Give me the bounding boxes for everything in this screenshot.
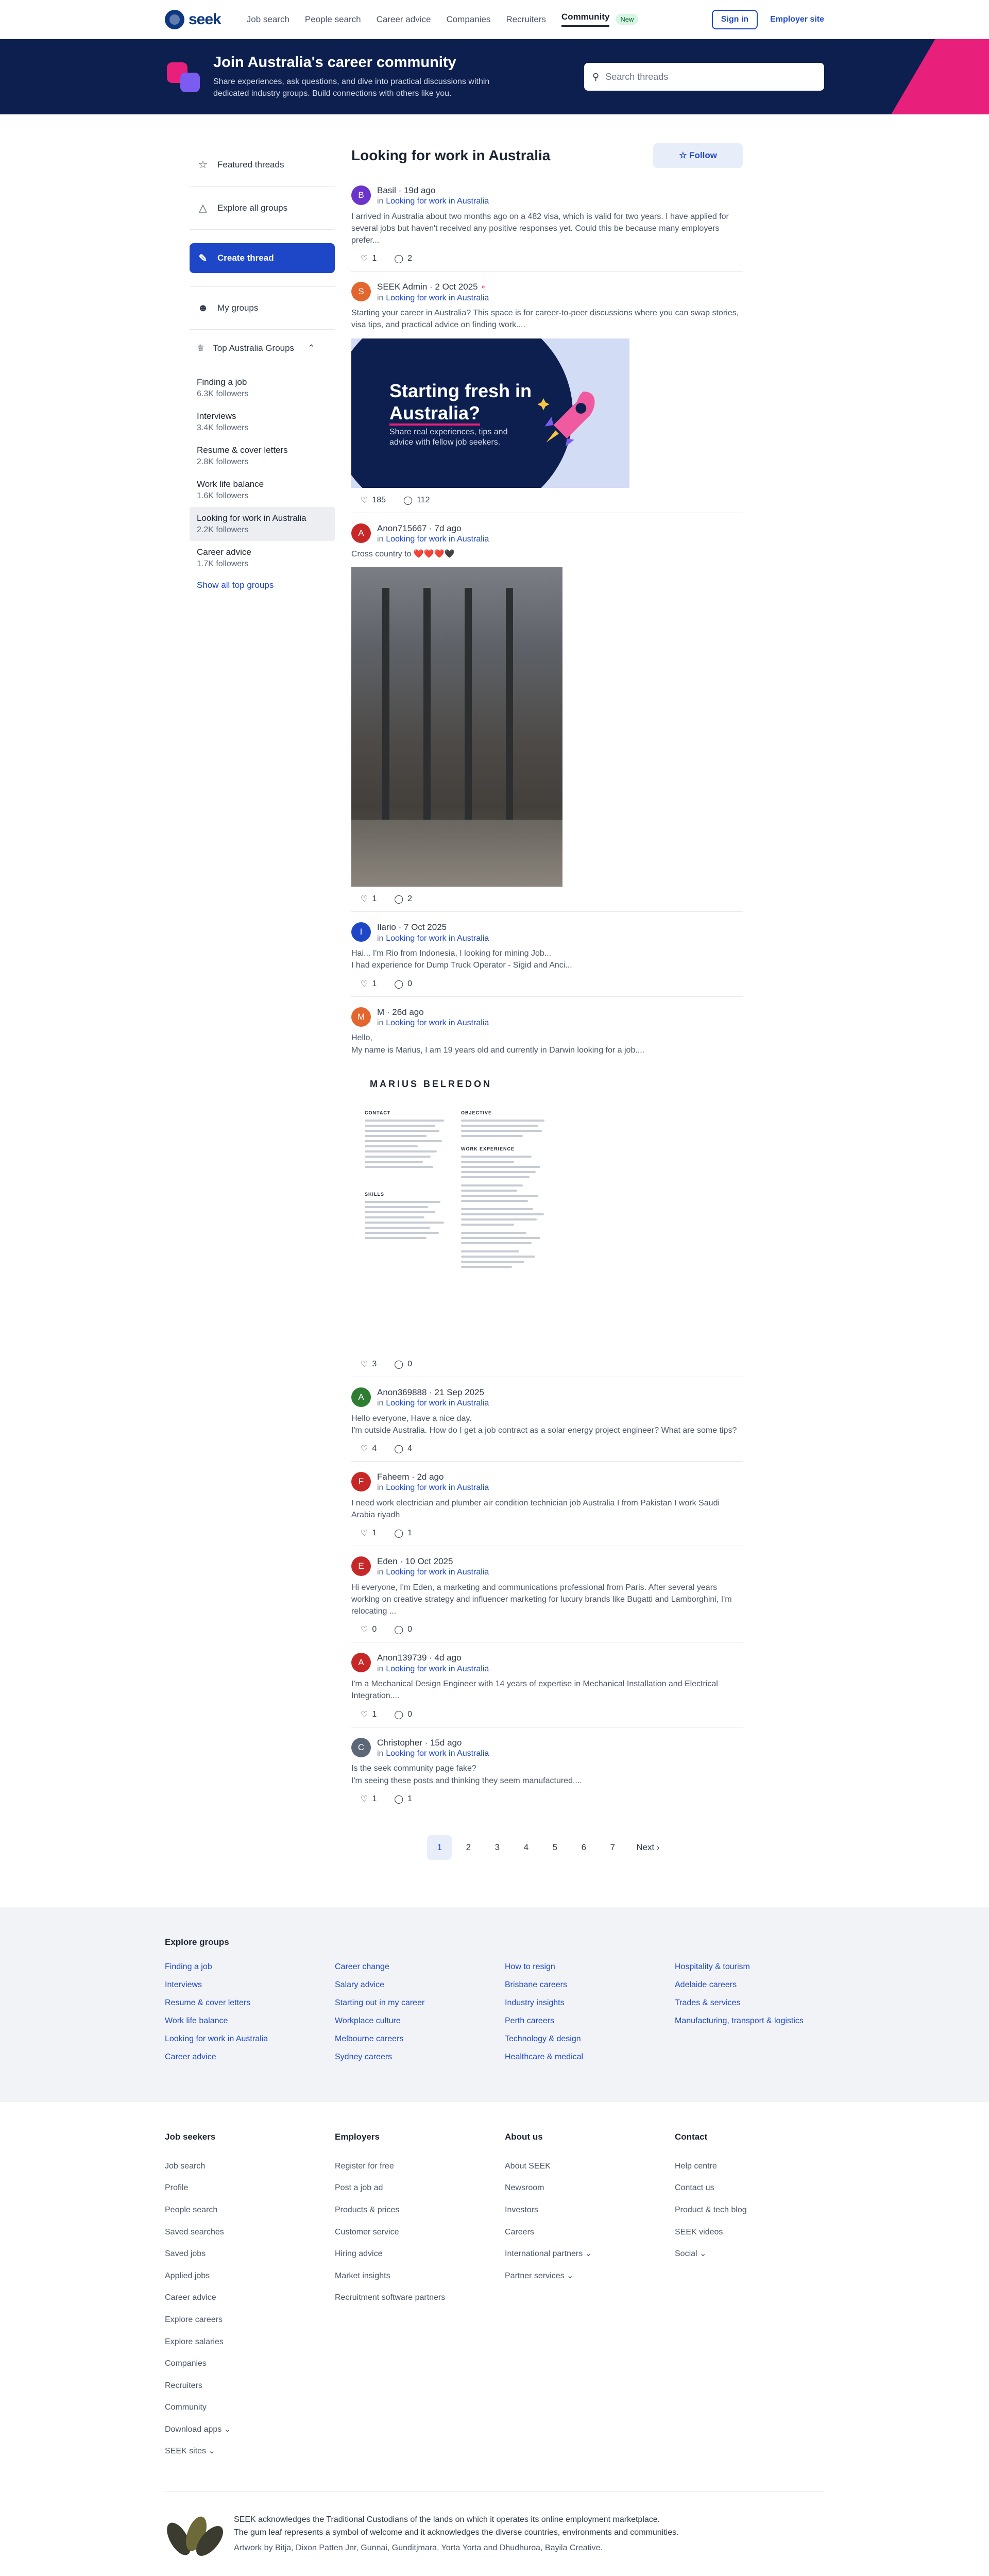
thread-post[interactable] — [351, 523, 743, 912]
post-body: Hai... I'm Rio from Indonesia, I looking for mining Job... — [351, 949, 552, 958]
heart-icon: ♡ — [361, 496, 368, 505]
thread-post[interactable] — [351, 282, 743, 513]
footer-column-title: Job seekers — [165, 2131, 216, 2142]
shapes-icon: △ — [199, 202, 207, 214]
explore-group-link[interactable]: Interviews — [165, 1980, 202, 1989]
explore-group-link[interactable]: Sydney careers — [335, 2052, 393, 2061]
footer-link[interactable]: Recruitment software partners — [335, 2293, 446, 2302]
footer-link[interactable]: SEEK videos — [675, 2227, 723, 2236]
footer-column — [505, 2132, 654, 2463]
group-link-looking-for-work[interactable] — [190, 507, 335, 541]
like-button[interactable] — [361, 1528, 377, 1538]
thread-post[interactable] — [351, 185, 743, 272]
heart-icon: ♡ — [361, 979, 368, 989]
in-label: in — [377, 934, 384, 943]
post-group-link[interactable]: Looking for work in Australia — [386, 1664, 489, 1673]
post-body: I'm seeing these posts and thinking they seem manufactured.... — [351, 1776, 582, 1785]
post-image[interactable] — [351, 338, 629, 488]
top-groups-toggle[interactable] — [190, 343, 335, 353]
nav-community[interactable]: Community — [561, 12, 610, 27]
edit-icon: ✎ — [198, 252, 208, 264]
comment-button[interactable] — [394, 253, 412, 264]
footer-link[interactable]: Community — [165, 2403, 207, 2412]
post-body: I'm outside Australia. How do I get a job contract as a solar energy project engineer? What are some tips? — [351, 1426, 737, 1435]
footer-link[interactable]: Explore careers — [165, 2315, 223, 2324]
comment-icon: ◯ — [394, 1444, 404, 1453]
comment-button[interactable] — [394, 979, 412, 989]
explore-group-link — [675, 2048, 824, 2066]
resume-heading: CONTACT — [365, 1110, 391, 1115]
thread-search-box — [584, 63, 824, 91]
like-count: 1 — [372, 254, 377, 263]
footer-link[interactable]: Customer service — [335, 2227, 399, 2236]
footer-link[interactable]: Register for free — [335, 2161, 394, 2171]
ack-text: SEEK acknowledges the Traditional Custodians of the lands on which it operates its online employment marketplace. — [234, 2515, 660, 2524]
group-name: Career advice — [197, 547, 251, 557]
search-icon: ⚲ — [592, 71, 600, 82]
footer-link[interactable]: Social ⌄ — [675, 2249, 707, 2259]
post-author: M · 26d ago — [377, 1007, 424, 1017]
footer-link[interactable]: Download apps ⌄ — [165, 2425, 231, 2434]
new-badge: New — [616, 14, 638, 25]
footer-link[interactable]: Investors — [505, 2205, 538, 2214]
employer-site-link[interactable]: Employer site — [770, 14, 824, 24]
people-icon: ☻ — [197, 302, 209, 314]
post-author: Eden · 10 Oct 2025 — [377, 1556, 453, 1567]
comment-icon: ◯ — [394, 979, 404, 989]
post-body: Hello everyone, Have a nice day. — [351, 1414, 472, 1423]
comment-count: 1 — [407, 1794, 413, 1803]
explore-group-link[interactable]: Adelaide careers — [675, 1980, 737, 1989]
post-group-link[interactable]: Looking for work in Australia — [386, 1483, 489, 1493]
comment-button[interactable] — [394, 1444, 412, 1454]
page-7[interactable]: 7 — [610, 1842, 616, 1852]
explore-group-link[interactable]: Work life balance — [165, 2016, 228, 2025]
footer-column — [675, 2132, 824, 2463]
comment-count: 4 — [407, 1444, 413, 1453]
comment-icon: ◯ — [394, 1360, 404, 1369]
like-button[interactable] — [361, 1444, 377, 1454]
nav-recruiters[interactable]: Recruiters — [506, 14, 546, 24]
image-headline-line1: Starting fresh in — [389, 380, 532, 401]
page-3[interactable]: 3 — [494, 1842, 500, 1852]
post-body: Hi everyone, I'm Eden, a marketing and communications professional from Paris. After several years working on creative strategy and influencer marketing for luxury brands like Bugatti and Lamborghini, I'm relocating ... — [351, 1583, 732, 1616]
post-group-link[interactable]: Looking for work in Australia — [386, 1568, 489, 1577]
page-5[interactable]: 5 — [552, 1842, 558, 1852]
comment-icon: ◯ — [394, 1710, 404, 1719]
footer-link[interactable]: Companies — [165, 2359, 207, 2368]
like-count: 4 — [372, 1444, 377, 1453]
resume-name: MARIUS BELREDON — [370, 1078, 492, 1089]
comment-button[interactable] — [394, 894, 412, 904]
seek-logo-mark — [165, 10, 184, 29]
comment-count: 1 — [407, 1529, 413, 1538]
explore-group-link[interactable]: Melbourne careers — [335, 2034, 404, 2043]
footer-column-title: Contact — [675, 2131, 708, 2142]
thread-post[interactable] — [351, 1387, 743, 1462]
thread-post[interactable] — [351, 1007, 743, 1377]
page-1[interactable]: 1 — [427, 1835, 452, 1860]
footer-link[interactable]: Market insights — [335, 2271, 390, 2280]
explore-group-link[interactable]: Trades & services — [675, 1998, 741, 2007]
comment-icon: ◯ — [394, 1529, 404, 1538]
comment-button[interactable] — [394, 1794, 412, 1804]
post-body: Hello, — [351, 1033, 372, 1043]
footer-columns — [165, 2132, 824, 2463]
community-banner — [0, 39, 989, 114]
like-count: 1 — [372, 1529, 377, 1538]
post-group-link[interactable]: Looking for work in Australia — [386, 197, 489, 206]
explore-groups-label: Explore all groups — [217, 202, 288, 213]
group-link-resume[interactable] — [190, 439, 335, 473]
gum-leaf-icon — [165, 2514, 219, 2560]
comment-button[interactable] — [403, 495, 430, 505]
avatar: F — [351, 1472, 371, 1492]
avatar: A — [351, 1387, 371, 1407]
like-button[interactable] — [361, 1794, 377, 1804]
comment-count: 112 — [416, 495, 430, 504]
nav-career-advice[interactable]: Career advice — [376, 14, 431, 24]
like-count: 1 — [372, 894, 377, 904]
post-body: Is the seek community page fake? — [351, 1764, 476, 1773]
explore-group-link[interactable]: Hospitality & tourism — [675, 1962, 750, 1971]
top-groups-section — [190, 330, 335, 596]
avatar: I — [351, 922, 371, 942]
footer-link[interactable]: About SEEK — [505, 2161, 551, 2171]
community-chat-icon — [165, 58, 202, 95]
follow-button[interactable] — [653, 143, 743, 168]
post-author: SEEK Admin · 2 Oct 2025 — [377, 282, 478, 292]
acknowledgement — [165, 2492, 824, 2560]
post-body: I need work electrician and plumber air condition technician job Australia I from Pakistan I work Saudi Arabia riyadh — [351, 1498, 720, 1519]
post-group-link[interactable]: Looking for work in Australia — [386, 293, 489, 302]
avatar: S — [351, 282, 371, 301]
comment-icon: ◯ — [403, 496, 413, 505]
in-label: in — [377, 197, 384, 206]
heart-icon: ♡ — [361, 255, 368, 264]
footer-link[interactable]: Profile — [165, 2183, 189, 2193]
footer-link[interactable]: Post a job ad — [335, 2183, 383, 2193]
post-author: Ilario · 7 Oct 2025 — [377, 922, 447, 933]
post-author: Faheem · 2d ago — [377, 1471, 444, 1482]
explore-group-link[interactable]: Healthcare & medical — [505, 2052, 584, 2061]
footer-column — [165, 2132, 314, 2463]
create-thread-label: Create thread — [217, 253, 274, 263]
like-count: 1 — [372, 1709, 377, 1719]
in-label: in — [377, 1019, 384, 1028]
featured-threads-link[interactable] — [190, 143, 335, 187]
in-label: in — [377, 534, 384, 544]
comment-count: 0 — [407, 1709, 413, 1719]
resume-heading: WORK EXPERIENCE — [461, 1146, 515, 1151]
post-body: Starting your career in Australia? This space is for career-to-peer discussions where you can swap stories, visa tips, and practical advice on finding work.... — [351, 309, 739, 330]
thread-post[interactable] — [351, 1556, 743, 1642]
explore-group-link — [675, 2030, 824, 2048]
image-subtext: Share real experiences, tips and advice with fellow job seekers. — [389, 427, 508, 447]
image-detail — [351, 820, 562, 887]
resume-heading: OBJECTIVE — [461, 1110, 492, 1115]
explore-group-link[interactable]: How to resign — [505, 1962, 555, 1971]
comment-count: 0 — [407, 1625, 413, 1634]
comment-count: 0 — [407, 1359, 413, 1368]
main-nav — [247, 12, 639, 27]
rocket-icon — [537, 385, 604, 452]
in-label: in — [377, 1399, 384, 1408]
image-detail — [506, 588, 513, 825]
heart-icon: ♡ — [361, 895, 368, 904]
show-all-groups-link[interactable]: Show all top groups — [197, 580, 274, 590]
seek-logo[interactable] — [165, 10, 221, 29]
explore-group-link[interactable]: Industry insights — [505, 1998, 565, 2007]
explore-group-link[interactable]: Salary advice — [335, 1980, 385, 1989]
group-followers: 2.2K followers — [197, 526, 249, 534]
star-icon: ☆ — [198, 159, 208, 171]
footer-link[interactable]: International partners ⌄ — [505, 2249, 592, 2259]
comment-icon: ◯ — [394, 1625, 404, 1635]
explore-group-link[interactable]: Looking for work in Australia — [165, 2034, 268, 2043]
nav-people-search[interactable]: People search — [304, 14, 361, 24]
my-groups-link[interactable] — [190, 286, 335, 330]
create-thread-button[interactable] — [190, 243, 335, 273]
post-author: Anon715667 · 7d ago — [377, 523, 462, 533]
group-followers: 1.6K followers — [197, 492, 249, 500]
footer-link[interactable]: Product & tech blog — [675, 2205, 747, 2214]
explore-groups-section — [0, 1907, 989, 2102]
avatar: C — [351, 1738, 371, 1757]
thread-post[interactable] — [351, 922, 743, 996]
comment-count: 2 — [407, 894, 413, 904]
featured-threads-label: Featured threads — [217, 159, 284, 170]
post-group-link[interactable]: Looking for work in Australia — [386, 1019, 489, 1028]
trophy-icon: ♕ — [197, 343, 205, 353]
page-2[interactable]: 2 — [466, 1842, 471, 1852]
site-footer — [0, 2102, 989, 2576]
like-button[interactable] — [361, 495, 386, 505]
explore-group-link[interactable]: Technology & design — [505, 2034, 581, 2043]
avatar: A — [351, 1653, 371, 1672]
comment-icon: ◯ — [394, 895, 404, 904]
heart-icon: ♡ — [361, 1794, 368, 1804]
explore-group-link[interactable]: Career advice — [165, 2052, 216, 2061]
next-page-button[interactable] — [629, 1842, 667, 1853]
in-label: in — [377, 1483, 384, 1493]
in-label: in — [377, 1568, 384, 1577]
image-detail — [382, 588, 389, 825]
explore-group-link[interactable]: Workplace culture — [335, 2016, 401, 2025]
footer-link[interactable]: Partner services ⌄ — [505, 2271, 574, 2280]
like-count: 1 — [372, 1794, 377, 1803]
avatar: M — [351, 1007, 371, 1027]
post-author: Anon369888 · 21 Sep 2025 — [377, 1387, 484, 1397]
avatar: A — [351, 523, 371, 543]
explore-groups-title: Explore groups — [165, 1937, 229, 1947]
like-button[interactable] — [361, 894, 377, 904]
footer-link[interactable]: Products & prices — [335, 2205, 400, 2214]
footer-link[interactable]: Recruiters — [165, 2381, 202, 2390]
thread-list — [351, 143, 743, 1907]
nav-companies[interactable]: Companies — [446, 14, 491, 24]
explore-group-link[interactable]: Perth careers — [505, 2016, 555, 2025]
group-followers: 3.4K followers — [197, 423, 249, 432]
banner-subtitle: Share experiences, ask questions, and dive into practical discussions within dedicated industry groups. Build connections with others like you. — [213, 77, 490, 98]
sign-in-button[interactable]: Sign in — [712, 10, 758, 29]
like-button[interactable] — [361, 1709, 377, 1720]
like-count: 0 — [372, 1625, 377, 1634]
image-detail — [465, 588, 472, 825]
comment-button[interactable] — [394, 1624, 412, 1635]
footer-link[interactable]: Applied jobs — [165, 2271, 210, 2280]
comment-icon: ◯ — [394, 255, 404, 264]
footer-link[interactable]: Newsroom — [505, 2183, 544, 2193]
group-followers: 1.7K followers — [197, 560, 249, 568]
thread-post[interactable] — [351, 1738, 743, 1811]
follow-icon: ☆ — [679, 150, 687, 160]
image-detail — [423, 588, 431, 825]
comment-icon: ◯ — [394, 1794, 404, 1804]
artwork-credit: Artwork by Bitja, Dixon Patten Jnr, Gunnai, Gunditjmara, Yorta Yorta and Dhudhuroa, Bayila Creative. — [234, 2543, 603, 2552]
like-button[interactable] — [361, 979, 377, 989]
banner-title: Join Australia's career community — [213, 54, 456, 71]
group-followers: 2.8K followers — [197, 457, 249, 466]
like-count: 1 — [372, 979, 377, 988]
like-button[interactable] — [361, 1624, 377, 1635]
page-title: Looking for work in Australia — [351, 147, 551, 163]
heart-icon: ♡ — [361, 1529, 368, 1538]
explore-group-link[interactable]: Starting out in my career — [335, 1998, 425, 2007]
logo-text: seek — [189, 10, 221, 28]
avatar: B — [351, 185, 371, 205]
chevron-up-icon: ⌃ — [308, 343, 315, 353]
group-followers: 6.3K followers — [197, 389, 249, 398]
footer-link[interactable]: Careers — [505, 2227, 534, 2236]
post-body: I'm a Mechanical Design Engineer with 14 years of expertise in Mechanical Installation and Electrical Integration.... — [351, 1680, 718, 1701]
site-header — [0, 0, 989, 39]
group-name: Interviews — [197, 411, 236, 421]
page-4[interactable]: 4 — [523, 1842, 529, 1852]
avatar: E — [351, 1556, 371, 1576]
footer-link[interactable]: Career advice — [165, 2293, 216, 2302]
next-label: Next — [636, 1842, 655, 1852]
my-groups-label: My groups — [217, 303, 259, 313]
top-groups-label: Top Australia Groups — [213, 343, 295, 353]
group-link-interviews[interactable] — [190, 405, 335, 439]
comment-button[interactable] — [394, 1359, 412, 1369]
footer-link[interactable]: Help centre — [675, 2161, 717, 2171]
post-image[interactable] — [351, 567, 562, 887]
comment-count: 2 — [407, 254, 413, 263]
group-name: Looking for work in Australia — [197, 513, 306, 523]
footer-column — [335, 2132, 484, 2463]
explore-group-link[interactable]: Finding a job — [165, 1962, 212, 1971]
post-group-link[interactable]: Looking for work in Australia — [386, 934, 489, 943]
heart-icon: ♡ — [361, 1360, 368, 1369]
like-count: 3 — [372, 1359, 377, 1368]
comment-button[interactable] — [394, 1528, 412, 1538]
explore-group-link[interactable]: Resume & cover letters — [165, 1998, 251, 2007]
like-button[interactable] — [361, 1359, 377, 1369]
explore-groups-link[interactable] — [190, 187, 335, 230]
like-count: 185 — [372, 495, 386, 504]
in-label: in — [377, 1749, 384, 1758]
post-author: Anon139739 · 4d ago — [377, 1653, 462, 1663]
group-link-career-advice[interactable] — [190, 541, 335, 575]
follow-label: Follow — [689, 150, 717, 160]
explore-groups-grid — [165, 1958, 824, 2066]
post-author: Christopher · 15d ago — [377, 1737, 462, 1748]
post-body: Cross country to ❤️❤️❤️🖤 — [351, 550, 455, 559]
footer-column-title: About us — [505, 2131, 543, 2142]
thread-post[interactable] — [351, 1653, 743, 1727]
comment-button[interactable] — [394, 1709, 412, 1720]
thread-post[interactable] — [351, 1472, 743, 1546]
image-headline-line2: Australia? — [389, 402, 480, 426]
post-body: I arrived in Australia about two months ago on a 482 visa, which is valid for two years. I have applied for several jobs but haven't received any positive responses yet. Could this be because many employers prefer... — [351, 212, 729, 245]
post-group-link[interactable]: Looking for work in Australia — [386, 1749, 489, 1758]
footer-link[interactable]: Saved jobs — [165, 2249, 206, 2259]
explore-group-link[interactable]: Career change — [335, 1962, 389, 1971]
heart-icon: ♡ — [361, 1444, 368, 1453]
group-name: Finding a job — [197, 377, 247, 387]
footer-link[interactable]: Contact us — [675, 2183, 714, 2193]
footer-link[interactable]: Saved searches — [165, 2227, 224, 2236]
post-body: I had experience for Dump Truck Operator - Sigid and Anci... — [351, 961, 572, 970]
explore-group-link[interactable]: Brisbane careers — [505, 1980, 567, 1989]
chevron-right-icon: › — [657, 1842, 660, 1852]
group-name: Resume & cover letters — [197, 445, 288, 455]
footer-column-title: Employers — [335, 2131, 380, 2142]
banner-decoration — [891, 39, 989, 114]
group-link-work-life-balance[interactable] — [190, 473, 335, 507]
explore-group-link[interactable]: Manufacturing, transport & logistics — [675, 2016, 804, 2025]
footer-link[interactable]: Job search — [165, 2161, 206, 2171]
footer-link[interactable]: Hiring advice — [335, 2249, 383, 2259]
in-label: in — [377, 1664, 384, 1673]
heart-icon: ♡ — [361, 1625, 368, 1635]
ack-text: The gum leaf represents a symbol of welcome and it acknowledges the diverse countries, environments and communities. — [234, 2528, 679, 2537]
footer-link[interactable]: Explore salaries — [165, 2337, 224, 2346]
in-label: in — [377, 293, 384, 302]
group-name: Work life balance — [197, 479, 264, 489]
post-body: My name is Marius, I am 19 years old and currently in Darwin looking for a job.... — [351, 1045, 645, 1055]
heart-icon: ♡ — [361, 1710, 368, 1719]
like-button[interactable] — [361, 253, 377, 264]
community-sidebar — [190, 143, 335, 1907]
post-image-resume[interactable] — [351, 1063, 562, 1352]
nav-job-search[interactable]: Job search — [246, 14, 289, 24]
comment-count: 0 — [407, 979, 413, 988]
footer-link[interactable]: People search — [165, 2205, 218, 2214]
footer-link[interactable]: SEEK sites ⌄ — [165, 2447, 215, 2456]
page-6[interactable]: 6 — [581, 1842, 587, 1852]
search-threads-input[interactable] — [605, 72, 816, 82]
verified-badge-icon: ⚬ — [480, 283, 487, 292]
post-author: Basil · 19d ago — [377, 185, 436, 195]
post-group-link[interactable]: Looking for work in Australia — [386, 534, 489, 544]
image-headline — [389, 380, 532, 424]
resume-heading: SKILLS — [365, 1191, 385, 1197]
group-link-finding-a-job[interactable] — [190, 371, 335, 405]
pagination — [351, 1835, 743, 1860]
post-group-link[interactable]: Looking for work in Australia — [386, 1399, 489, 1408]
